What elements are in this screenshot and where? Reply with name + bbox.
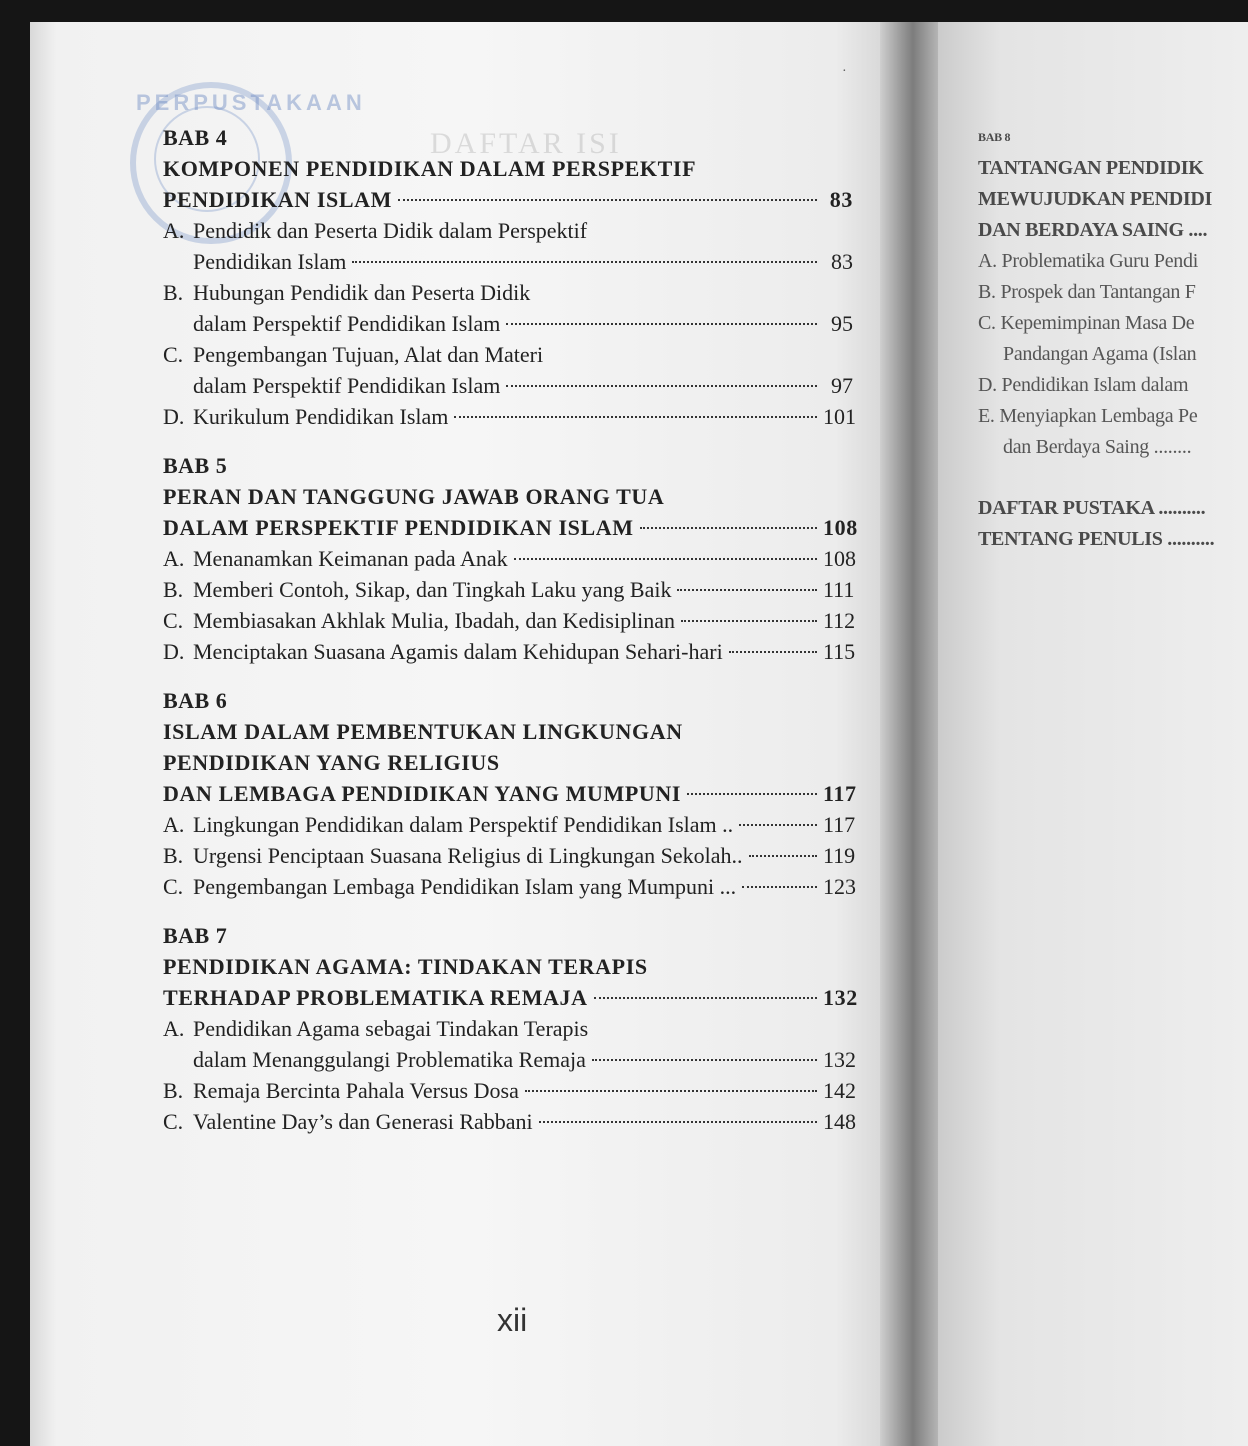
chapter-title-line [163,778,857,809]
dot-leader [729,651,817,653]
entry-page-number: 117 [823,812,856,837]
dot-leader [506,385,817,387]
right-toc-line: TENTANG PENULIS .......... [978,528,1215,550]
entry-page-number: 115 [823,639,856,664]
chapter-title-line [163,747,853,778]
right-page [938,22,1248,1446]
entry-letter: B. [163,577,184,602]
right-toc-line [978,463,1248,493]
chapter-title-text: DALAM PERSPEKTIF PENDIDIKAN ISLAM [163,515,634,540]
dot-leader [506,323,817,325]
toc-entry-line [163,1044,856,1075]
book-gutter [880,22,940,1446]
entry-page-number: 119 [823,843,856,868]
entry-text: Menanamkan Keimanan pada Anak [193,546,508,571]
entry-text: Menciptakan Suasana Agamis dalam Kehidupan Sehari-hari [193,639,723,664]
toc-entry-line [163,1075,856,1106]
entry-page-number: 108 [823,546,856,571]
right-toc-line: D. Pendidikan Islam dalam [978,374,1189,396]
chapter-title-line [163,153,853,184]
right-toc-line: DAN BERDAYA SAING .... [978,219,1208,241]
entry-letter: C. [163,874,184,899]
entry-letter: A. [163,218,185,243]
chapter-title-text: KOMPONEN PENDIDIKAN DALAM PERSPEKTIF [163,156,697,181]
chapter-number [163,920,853,951]
entry-text: Kurikulum Pendidikan Islam [193,404,449,429]
right-toc-line: Pandangan Agama (Islan [1003,343,1197,365]
entry-text: Pendidikan Islam [193,249,347,274]
right-toc-line: TANTANGAN PENDIDIK [978,157,1204,179]
chapter-title-text: DAN LEMBAGA PENDIDIKAN YANG MUMPUNI [163,781,682,806]
entry-page-number: 83 [831,249,853,274]
dot-leader [514,558,817,560]
entry-text: dalam Menanggulangi Problematika Remaja [193,1047,586,1072]
chapter-page-number: 132 [823,985,858,1010]
dot-leader [677,589,817,591]
entry-letter: C. [163,608,184,633]
entry-text: Pendidik dan Peserta Didik dalam Perspektif [193,218,588,243]
entry-text: Urgensi Penciptaan Suasana Religius di Lingkungan Sekolah.. [193,843,743,868]
entry-letter: D. [163,404,185,429]
entry-text: Hubungan Pendidik dan Peserta Didik [193,280,531,305]
dot-leader [352,261,817,263]
toc-entry-line [163,1106,856,1137]
entry-text: Valentine Day’s dan Generasi Rabbani [193,1109,533,1134]
right-toc-line: E. Menyiapkan Lembaga Pe [978,405,1198,427]
toc-entry-line [163,370,853,401]
right-toc-line: BAB 8 [978,130,1011,144]
toc-section [163,920,858,1137]
entry-page-number: 148 [823,1109,856,1134]
entry-letter: B. [163,280,184,305]
dot-leader [594,997,817,999]
chapter-title-text: PENDIDIKAN ISLAM [163,187,393,212]
chapter-number-text: BAB 6 [163,688,228,713]
chapter-title-text: PERAN DAN TANGGUNG JAWAB ORANG TUA [163,484,665,509]
toc-entry-line [163,636,856,667]
chapter-page-number: 108 [823,515,858,540]
entry-text: Pendidikan Agama sebagai Tindakan Terapis [193,1016,589,1041]
entry-letter: B. [163,843,184,868]
stamp-text: PERPUSTAKAAN [136,90,366,115]
entry-page-number: 142 [823,1078,856,1103]
toc-section [163,685,857,902]
chapter-number-text: BAB 7 [163,923,228,948]
right-toc-line: B. Prospek dan Tantangan F [978,281,1196,303]
entry-text: Pengembangan Tujuan, Alat dan Materi [193,342,544,367]
toc-entry-line [163,246,853,277]
entry-letter: B. [163,1078,184,1103]
right-page-toc [978,122,1248,555]
toc-section [163,450,858,667]
entry-letter: A. [163,812,185,837]
toc-entry-line [163,277,853,308]
chapter-page-number: 83 [829,187,853,212]
dot-leader [525,1090,817,1092]
entry-letter: C. [163,1109,184,1134]
chapter-title-line [163,716,853,747]
toc-entry-line [163,840,856,871]
chapter-title-line [163,481,853,512]
chapter-title-line [163,184,853,215]
entry-page-number: 123 [823,874,856,899]
dot-leader [742,886,817,888]
entry-text: dalam Perspektif Pendidikan Islam [193,311,501,336]
chapter-number [163,122,853,153]
entry-letter: A. [163,1016,185,1041]
dot-leader [539,1121,817,1123]
entry-letter: A. [163,546,185,571]
toc-entry-line [163,543,856,574]
chapter-page-number: 117 [823,781,857,806]
toc-entry-line [163,308,853,339]
bleed-through-title: DAFTAR ISI [430,127,622,160]
chapter-title-text: PENDIDIKAN AGAMA: TINDAKAN TERAPIS [163,954,648,979]
chapter-title-line [163,982,858,1013]
toc-entry-line [163,401,856,432]
dot-leader [592,1059,817,1061]
entry-text: Lingkungan Pendidikan dalam Perspektif Pendidikan Islam .. [193,812,734,837]
left-page [30,22,905,1446]
entry-text: dalam Perspektif Pendidikan Islam [193,373,501,398]
entry-page-number: 132 [823,1047,856,1072]
dot-leader [681,620,817,622]
chapter-number [163,450,853,481]
dot-leader [749,855,817,857]
toc-entry-line [163,339,853,370]
entry-page-number: 111 [823,577,855,602]
chapter-title-text: PENDIDIKAN YANG RELIGIUS [163,750,500,775]
toc-section [163,122,856,432]
chapter-title-line [163,512,858,543]
entry-text: Pengembangan Lembaga Pendidikan Islam yang Mumpuni ... [193,874,737,899]
toc-entry-line [163,215,853,246]
right-toc-line: C. Kepemimpinan Masa De [978,312,1195,334]
entry-page-number: 95 [831,311,853,336]
dot-leader [687,793,817,795]
toc-entry-line [163,605,856,636]
entry-text: Membiasakan Akhlak Mulia, Ibadah, dan Kedisiplinan [193,608,676,633]
entry-letter: D. [163,639,185,664]
entry-text: Memberi Contoh, Sikap, dan Tingkah Laku yang Baik [193,577,672,602]
entry-page-number: 101 [823,404,856,429]
page-speck: · [842,64,847,79]
entry-text: Remaja Bercinta Pahala Versus Dosa [193,1078,519,1103]
entry-letter: C. [163,342,184,367]
chapter-number [163,685,853,716]
right-toc-line: dan Berdaya Saing ........ [1003,436,1192,458]
right-toc-line: MEWUJUDKAN PENDIDI [978,188,1213,210]
chapter-number-text: BAB 5 [163,453,228,478]
dot-leader [640,527,817,529]
dot-leader [454,416,817,418]
right-toc-line: A. Problematika Guru Pendi [978,250,1198,272]
entry-page-number: 97 [831,373,853,398]
toc-entry-line [163,1013,853,1044]
dot-leader [398,199,817,201]
right-toc-line: DAFTAR PUSTAKA .......... [978,497,1206,519]
dot-leader [739,824,817,826]
chapter-number-text: BAB 4 [163,125,228,150]
entry-page-number: 112 [823,608,856,633]
toc-entry-line [163,871,856,902]
page-number: xii [497,1302,528,1338]
table-of-contents [163,122,858,1155]
toc-entry-line [163,574,853,605]
chapter-title-text: ISLAM DALAM PEMBENTUKAN LINGKUNGAN [163,719,683,744]
chapter-title-text: TERHADAP PROBLEMATIKA REMAJA [163,985,588,1010]
chapter-title-line [163,951,853,982]
toc-entry-line [163,809,856,840]
